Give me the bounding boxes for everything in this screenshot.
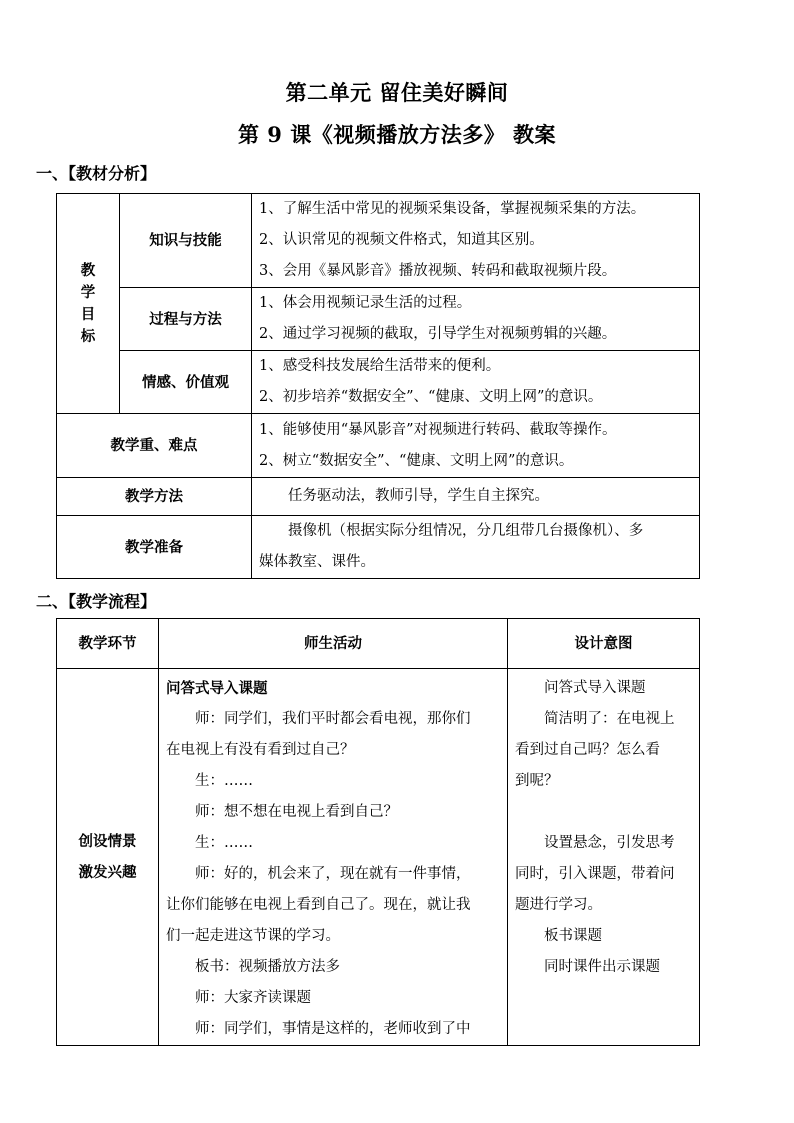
activity-title: 问答式导入课题: [166, 680, 268, 697]
knowledge-skill-content: 1、了解生活中常见的视频采集设备，掌握视频采集的方法。 2、认识常见的视频文件格式，知道其区别。 3、会用《暴风影音》播放视频、转码和截取视频片段。: [252, 194, 700, 288]
section-heading-flow: 二、【教学流程】: [36, 592, 157, 611]
process-method-content: 1、体会用视频记录生活的过程。 2、通过学习视频的截取，引导学生对视频剪辑的兴趣。: [252, 288, 700, 351]
emotion-value-label: 情感、价值观: [120, 351, 252, 414]
teaching-method-label: 教学方法: [57, 478, 252, 516]
activity-content: 问答式导入课题 师：同学们，我们平时都会看电视，那你们 在电视上有没有看到过自己？ 生：…… 师：想不想在电视上看到自己？ 生：…… 师：好的，机会来了，现在就有一件事情， 让你们能够在电视上看到自己了。现在，就让我 们一起走进这节课的学习。 板书：视频播放方法多 师：大家齐读课题 师：同学们，事情是这样的，老师收到了中: [159, 669, 508, 1046]
header-activity: 师生活动: [159, 619, 508, 669]
teaching-goal-label: 教 学 目 标: [57, 194, 120, 414]
key-difficulty-label: 教学重、难点: [57, 414, 252, 478]
teaching-prep-label: 教学准备: [57, 516, 252, 579]
section-heading-analysis: 一、【教材分析】: [36, 164, 157, 183]
design-content: 问答式导入课题 简洁明了：在电视上 看到过自己吗？怎么看 到呢？ 设置悬念，引发思考 同时，引入课题，带着问 题进行学习。 板书课题 同时课件出示课题: [508, 669, 700, 1046]
header-stage: 教学环节: [57, 619, 159, 669]
knowledge-skill-label: 知识与技能: [120, 194, 252, 288]
process-method-label: 过程与方法: [120, 288, 252, 351]
teaching-prep-content: 摄像机（根据实际分组情况，分几组带几台摄像机）、多 媒体教室、课件。: [252, 516, 700, 579]
key-difficulty-content: 1、能够使用“暴风影音”对视频进行转码、截取等操作。 2、树立“数据安全”、“健康、文明上网”的意识。: [252, 414, 700, 478]
flow-table: [56, 618, 700, 1046]
teaching-method-content: 任务驱动法，教师引导，学生自主探究。: [252, 478, 700, 516]
stage-label: 创设情景 激发兴趣: [57, 669, 159, 1046]
emotion-value-content: 1、感受科技发展给生活带来的便利。 2、初步培养“数据安全”、“健康、文明上网”的意识。: [252, 351, 700, 414]
header-design: 设计意图: [508, 619, 700, 669]
analysis-table: [56, 193, 700, 579]
unit-title: 第二单元 留住美好瞬间: [285, 80, 509, 105]
lesson-title: 第 9 课《视频播放方法多》 教案: [237, 122, 557, 147]
